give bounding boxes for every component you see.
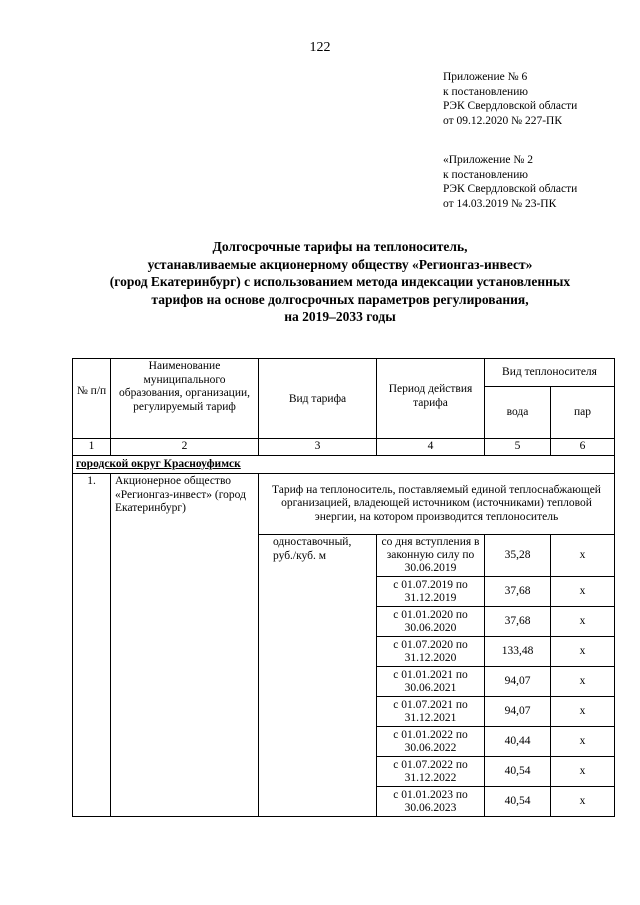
- water-cell: 35,28: [485, 535, 551, 577]
- period-cell: с 01.01.2023 по 30.06.2023: [377, 787, 485, 817]
- appendix-line: РЭК Свердловской области: [443, 100, 578, 112]
- header-org: Наименование муниципального образования, организации, регулируемый тариф: [111, 359, 259, 439]
- appendix-line: Приложение № 6: [443, 71, 528, 83]
- appendix-line: «Приложение № 2: [443, 154, 533, 166]
- title-line: на 2019–2033 годы: [284, 309, 396, 324]
- tariff-type: одноставочный, руб./куб. м: [259, 535, 377, 817]
- section-municipality: городской округ Красноуфимск: [73, 456, 615, 474]
- header-steam: пар: [551, 387, 615, 439]
- period-cell: с 01.07.2022 по 31.12.2022: [377, 757, 485, 787]
- steam-cell: х: [551, 577, 615, 607]
- header-water: вода: [485, 387, 551, 439]
- header-period: Период действия тарифа: [377, 359, 485, 439]
- water-cell: 40,54: [485, 757, 551, 787]
- appendix-line: от 14.03.2019 № 23-ПК: [443, 197, 557, 210]
- water-cell: 40,44: [485, 727, 551, 757]
- period-cell: с 01.07.2019 по 31.12.2019: [377, 577, 485, 607]
- steam-cell: х: [551, 787, 615, 817]
- period-cell: с 01.01.2020 по 30.06.2020: [377, 607, 485, 637]
- water-cell: 94,07: [485, 697, 551, 727]
- header-tariff-type: Вид тарифа: [259, 359, 377, 439]
- appendix-current: [443, 70, 577, 128]
- column-index: 6: [551, 439, 615, 456]
- period-cell: с 01.01.2021 по 30.06.2021: [377, 667, 485, 697]
- tariff-table: [72, 358, 615, 817]
- period-cell: со дня вступления в законную силу по 30.06.2019: [377, 535, 485, 577]
- water-cell: 40,54: [485, 787, 551, 817]
- water-cell: 37,68: [485, 577, 551, 607]
- steam-cell: х: [551, 757, 615, 787]
- column-index: 1: [73, 439, 111, 456]
- appendix-original: [443, 153, 577, 211]
- period-cell: с 01.07.2021 по 31.12.2021: [377, 697, 485, 727]
- water-cell: 133,48: [485, 637, 551, 667]
- column-index: 3: [259, 439, 377, 456]
- document-title: [60, 238, 620, 326]
- period-cell: с 01.01.2022 по 30.06.2022: [377, 727, 485, 757]
- header-carrier: Вид теплоносителя: [485, 359, 615, 387]
- title-line: (город Екатеринбург) с использованием метода индексации установленных: [109, 274, 571, 289]
- column-index: 5: [485, 439, 551, 456]
- header-num: № п/п: [73, 359, 111, 439]
- page-number: 122: [309, 40, 331, 55]
- organization-name: Акционерное общество «Регионгаз-инвест» (город Екатеринбург): [111, 474, 259, 817]
- steam-cell: х: [551, 637, 615, 667]
- tariff-description: Тариф на теплоноситель, поставляемый единой теплоснабжающей организацией, владеющей источником (источниками) тепловой энергии, на котором производится теплоноситель: [259, 474, 615, 535]
- steam-cell: х: [551, 607, 615, 637]
- steam-cell: х: [551, 697, 615, 727]
- period-cell: с 01.07.2020 по 31.12.2020: [377, 637, 485, 667]
- appendix-line: к постановлению: [443, 168, 528, 181]
- appendix-line: к постановлению: [443, 85, 528, 98]
- title-line: Долгосрочные тарифы на теплоноситель,: [212, 239, 468, 254]
- title-line: устанавливаемые акционерному обществу «Регионгаз-инвест»: [147, 256, 533, 272]
- water-cell: 37,68: [485, 607, 551, 637]
- water-cell: 94,07: [485, 667, 551, 697]
- appendix-line: РЭК Свердловской области: [443, 183, 578, 195]
- column-index: 4: [377, 439, 485, 456]
- steam-cell: х: [551, 667, 615, 697]
- row-number: 1.: [73, 474, 111, 817]
- column-index: 2: [111, 439, 259, 456]
- steam-cell: х: [551, 535, 615, 577]
- title-line: тарифов на основе долгосрочных параметров регулирования,: [151, 291, 529, 307]
- appendix-line: от 09.12.2020 № 227-ПК: [443, 114, 563, 127]
- steam-cell: х: [551, 727, 615, 757]
